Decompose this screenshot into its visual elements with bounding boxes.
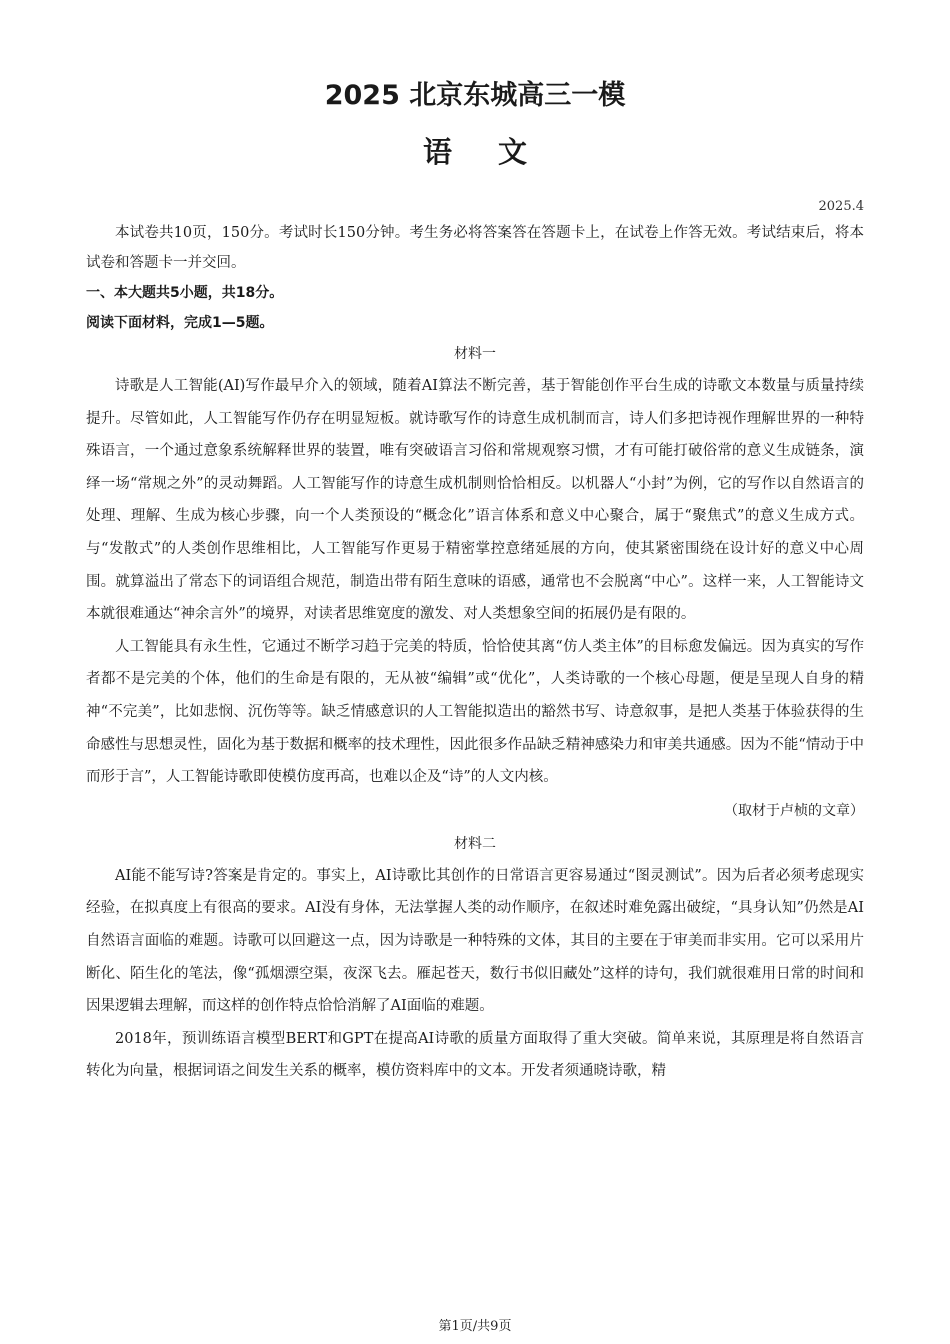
exam-instructions: 本试卷共10页，150分。考试时长150分钟。考生务必将答案答在答题卡上，在试卷上作答无效。考试结束后，将本试卷和答题卡一并交回。	[86, 225, 864, 271]
material-one-title: 材料一	[454, 346, 496, 362]
exam-title: 2025 北京东城高三一模	[324, 80, 626, 111]
exam-subject: 语文	[422, 135, 573, 169]
material-one-paragraph: 诗歌是人工智能(AI)写作最早介入的领域，随着AI算法不断完善，基于智能创作平台生成的诗歌文本数量与质量持续提升。尽管如此，人工智能写作仍存在明显短板。就诗歌写作的诗意生成机制而言，诗人们多把诗视作理解世界的一种特殊语言，一个通过意象系统解释世界的装置，唯有突破语言习俗和常规观察习惯，才有可能打破俗常的意义生成链条，演绎一场“常规之外”的灵动舞蹈。人工智能写作的诗意生成机制则恰恰相反。以机器人“小封”为例，它的写作以自然语言的处理、理解、生成为核心步骤，向一个人类预设的“概念化”语言体系和意义中心聚合，属于“聚焦式”的意义生成方式。与“发散式”的人类创作思维相比，人工智能写作更易于精密掌控意绪延展的方向，使其紧密围绕在设计好的意义中心周围。就算溢出了常态下的词语组合规范，制造出带有陌生意味的语感，通常也不会脱离“中心”。这样一来，人工智能诗文本就很难通达“神余言外”的境界，对读者思维宽度的激发、对人类想象空间的拓展仍是有限的。	[86, 378, 864, 623]
material-two-paragraph: AI能不能写诗?答案是肯定的。事实上，AI诗歌比其创作的日常语言更容易通过“图灵测试”。因为后者必须考虑现实经验，在拟真度上有很高的要求。AI没有身体，无法掌握人类的动作顺序，在叙述时难免露出破绽，“具身认知”仍然是AI自然语言面临的难题。诗歌可以回避这一点，因为诗歌是一种特殊的文体，其目的主要在于审美而非实用。它可以采用片断化、陌生化的笔法，像“孤烟漂空渠，夜深飞去。雁起苍天，数行书似旧藏处”这样的诗句，我们就很难用日常的时间和因果逻辑去理解，而这样的创作特点恰恰消解了AI面临的难题。	[86, 867, 864, 1015]
exam-date: 2025.4	[818, 199, 864, 214]
material-one-source: （取材于卢桢的文章）	[724, 802, 864, 819]
page-number: 第1页/共9页	[438, 1319, 512, 1334]
section-heading: 一、本大题共5小题，共18分。	[86, 285, 284, 301]
material-two-paragraph: 2018年，预训练语言模型BERT和GPT在提高AI诗歌的质量方面取得了重大突破。简单来说，其原理是将自然语言转化为向量，根据词语之间发生关系的概率，模仿资料库中的文本。开发者须通晓诗歌，精	[86, 1030, 864, 1080]
material-two-title: 材料二	[454, 835, 496, 852]
section-prompt: 阅读下面材料，完成1—5题。	[86, 315, 274, 331]
material-one-paragraph: 人工智能具有永生性，它通过不断学习趋于完美的特质，恰恰使其离“仿人类主体”的目标愈发偏远。因为真实的写作者都不是完美的个体，他们的生命是有限的，无从被“编辑”或“优化”，人类诗歌的一个核心母题，便是呈现人自身的精神“不完美”，比如悲悯、沉伤等等。缺乏情感意识的人工智能拟造出的豁然书写、诗意叙事，是把人类基于体验获得的生命感性与思想灵性，固化为基于数据和概率的技术理性，因此很多作品缺乏精神感染力和审美共通感。因为不能“情动于中而形于言”，人工智能诗歌即使模仿度再高，也难以企及“诗”的人文内核。	[86, 638, 864, 786]
